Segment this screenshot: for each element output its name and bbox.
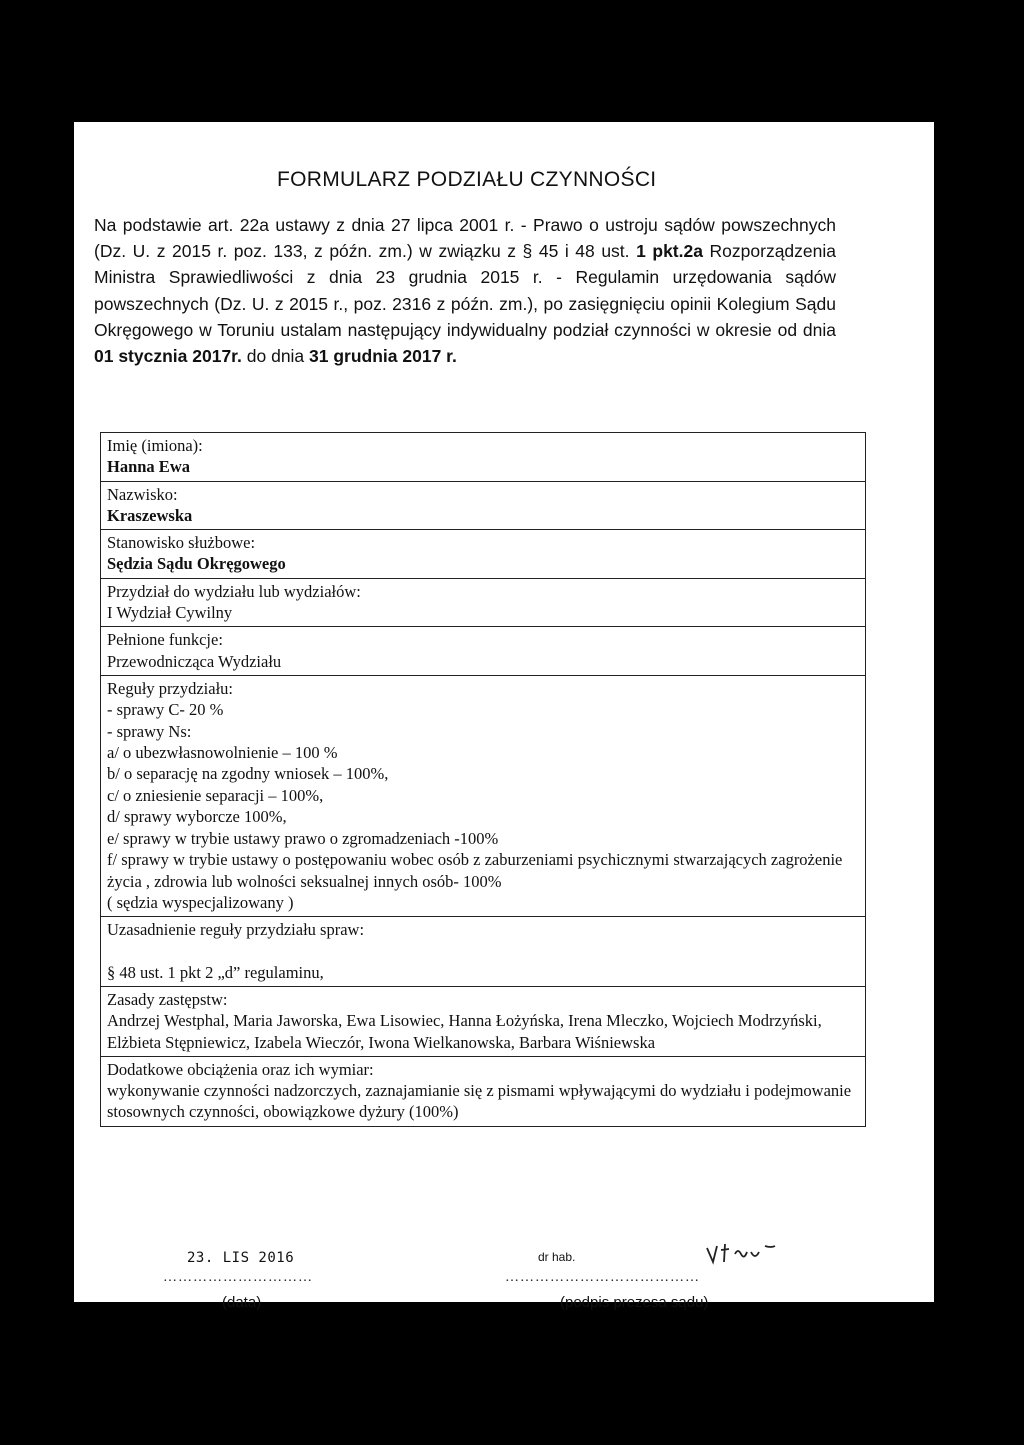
- document-title: FORMULARZ PODZIAŁU CZYNNOŚCI: [277, 168, 657, 191]
- substitutes-value: Andrzej Westphal, Maria Jaworska, Ewa Lisowiec, Hanna Łożyńska, Irena Mleczko, Wojciech Modrzyński, Elżbieta Stępniewicz, Izabela Wieczór, Iwona Wielkanowska, Barbara Wiśniewska: [107, 1011, 822, 1052]
- assignment-cell: [101, 579, 865, 628]
- rule-item: b/ o separację na zgodny wniosek – 100%,: [107, 764, 389, 784]
- functions-cell: [101, 627, 865, 676]
- first-name-cell: [101, 433, 865, 482]
- assignment-label: Przydział do wydziału lub wydziałów:: [107, 581, 361, 601]
- blank-line: [107, 941, 859, 962]
- intro-date-to: 31 grudnia 2017 r.: [309, 346, 457, 367]
- rule-item: ( sędzia wyspecjalizowany ): [107, 892, 294, 912]
- rule-item: - sprawy Ns:: [107, 721, 192, 741]
- intro-paragraph: [94, 212, 836, 369]
- functions-label: Pełnione funkcje:: [107, 630, 223, 650]
- position-value: Sędzia Sądu Okręgowego: [107, 554, 286, 574]
- date-dotted-line: …………………………: [163, 1270, 313, 1285]
- first-name-value: Hanna Ewa: [107, 457, 190, 477]
- date-stamp: 23. LIS 2016: [187, 1250, 295, 1266]
- signature-label: (podpis prezesa sądu): [560, 1294, 709, 1311]
- rule-item: f/ sprawy w trybie ustawy o postępowaniu wobec osób z zaburzeniami psychicznymi stwarzających zagrożenie życia , zdrowia lub wolności seksualnej innych osób- 100%: [107, 850, 843, 891]
- extra-duties-cell: [101, 1057, 865, 1126]
- surname-label: Nazwisko:: [107, 484, 178, 504]
- position-label: Stanowisko służbowe:: [107, 533, 256, 553]
- rule-item: - sprawy C- 20 %: [107, 700, 224, 720]
- rules-cell: [101, 676, 865, 917]
- handwritten-signature: [705, 1240, 795, 1268]
- rule-item: a/ o ubezwłasnowolnienie – 100 %: [107, 743, 338, 763]
- rule-item: c/ o zniesienie separacji – 100%,: [107, 785, 324, 805]
- justification-cell: [101, 917, 865, 987]
- intro-text-1: Na podstawie art. 22a ustawy z dnia 27 lipca 2001 r. - Prawo o ustroju sądów powszechnych (Dz. U. z 2015 r. poz. 133, z późn. zm.) w związku z § 45 i 48 ust.: [94, 215, 836, 262]
- substitutes-label: Zasady zastępstw:: [107, 989, 228, 1009]
- rule-item: d/ sprawy wyborcze 100%,: [107, 807, 287, 827]
- rules-label: Reguły przydziału:: [107, 678, 234, 698]
- surname-value: Kraszewska: [107, 505, 193, 525]
- substitutes-cell: [101, 987, 865, 1057]
- signature-dotted-line: …………………………………: [505, 1270, 700, 1285]
- functions-value: Przewodnicząca Wydziału: [107, 651, 282, 671]
- intro-text-5: do dnia: [241, 346, 310, 367]
- first-name-label: Imię (imiona):: [107, 436, 203, 455]
- rule-item: e/ sprawy w trybie ustawy prawo o zgromadzeniach -100%: [107, 828, 499, 848]
- extra-duties-label: Dodatkowe obciążenia oraz ich wymiar:: [107, 1059, 374, 1079]
- date-label: (data): [222, 1294, 262, 1311]
- intro-date-from: 01 stycznia 2017r.: [94, 346, 242, 367]
- signature-prefix: dr hab.: [538, 1250, 576, 1264]
- extra-duties-value: wykonywanie czynności nadzorczych, zaznajamianie się z pismami wpływającymi do wydziału i podejmowanie stosownych czynności, obowiązkowe dyżury (100%): [107, 1081, 852, 1122]
- assignment-form-table: [100, 432, 866, 1127]
- surname-cell: [101, 482, 865, 531]
- intro-text-2: 1 pkt.2a: [636, 241, 703, 262]
- justification-label: Uzasadnienie reguły przydziału spraw:: [107, 920, 365, 940]
- position-cell: [101, 530, 865, 579]
- intro-text-3: Rozporządzenia Ministra Sprawiedliwości z dnia 23 grudnia 2015 r. - Regulamin urzędowania sądów powszechnych (Dz. U. z 2015 r., poz. 2316 z późn. zm.), po zasięgnięciu opinii Kolegium Sądu Okręgowego w Toruniu ustalam następujący indywidualny podział czynności w okresie od dnia: [94, 241, 836, 340]
- assignment-value: I Wydział Cywilny: [107, 603, 233, 623]
- justification-value: § 48 ust. 1 pkt 2 „d” regulaminu,: [107, 962, 324, 982]
